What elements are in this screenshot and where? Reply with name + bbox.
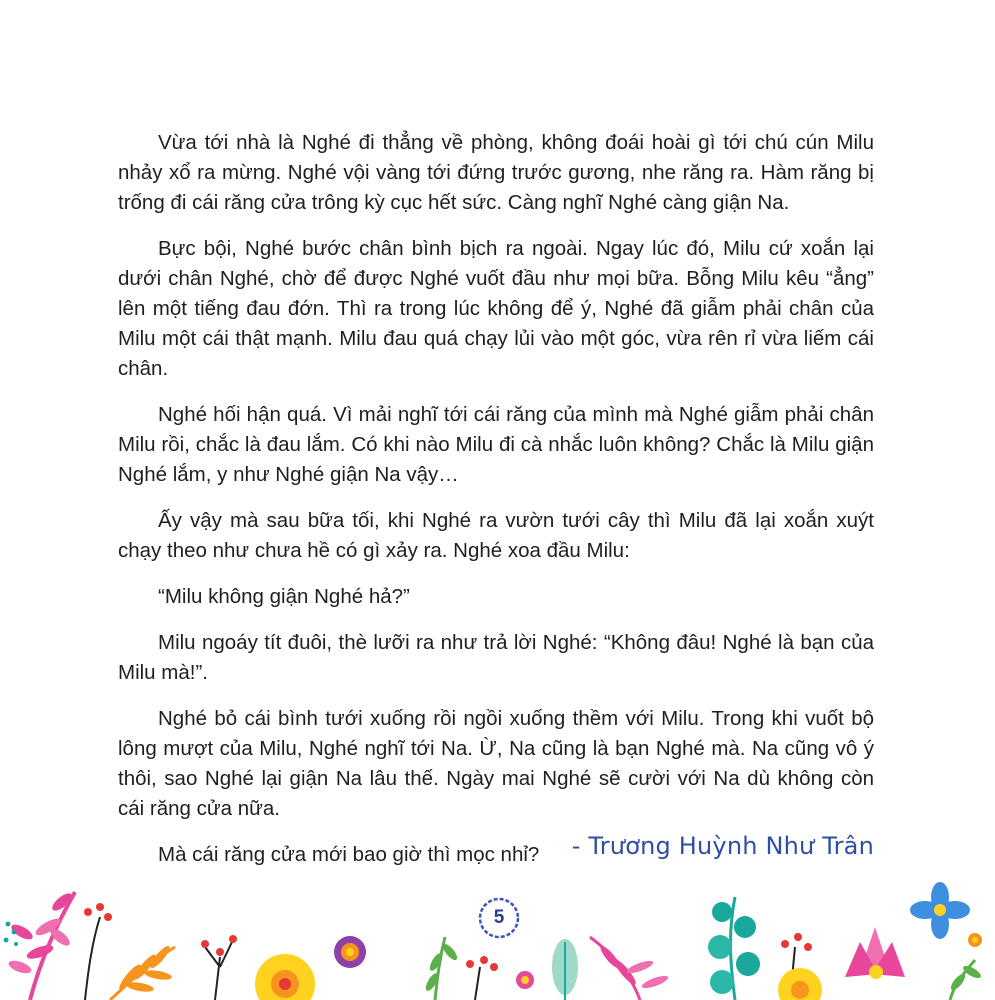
- eucalyptus-icon: [708, 897, 760, 1000]
- author-signature: - Trương Huỳnh Như Trân: [571, 832, 874, 860]
- orange-fern-icon: [110, 944, 175, 1000]
- purple-flower-icon: [334, 936, 366, 968]
- pink-fern-icon: [590, 937, 670, 1000]
- teal-leaf-icon: [552, 939, 578, 1000]
- green-sprig-icon: [424, 937, 460, 1000]
- paragraph-7: Nghé bỏ cái bình tưới xuống rồi ngồi xuống thềm với Milu. Trong khi vuốt bộ lông mượt của Milu, Nghé nghĩ tới Na. Ừ, Na cũng là bạn Nghé mà. Na cũng vô ý thôi, sao Nghé lại giận Na lâu thế. Ngày mai Nghé sẽ cười với Na dù không còn cái răng cửa nữa.: [118, 707, 874, 820]
- page-number: 5: [493, 907, 505, 928]
- blue-flower-icon: [910, 882, 970, 939]
- berry-sprig-icon: [84, 903, 112, 1000]
- paragraph-2: Bực bội, Nghé bước chân bình bịch ra ngoài. Ngay lúc đó, Milu cứ xoắn lại dưới chân Nghé, chờ để được Nghé vuốt đầu như mọi bữa. Bỗng Milu kêu “ẳng” lên một tiếng đau đớn. Thì ra trong lúc không để ý, Nghé đã giẫm phải chân của Milu một cái thật mạnh. Milu đau quá chạy lủi vào một góc, vừa rên rỉ vừa liếm cái chân.: [118, 237, 874, 380]
- paragraph-6: Milu ngoáy tít đuôi, thè lưỡi ra như trả lời Nghé: “Không đâu! Nghé là bạn của Milu mà!”.: [118, 631, 874, 684]
- orange-star-icon: [968, 933, 982, 947]
- paragraph-3: Nghé hối hận quá. Vì mải nghĩ tới cái răng của mình mà Nghé giẫm phải chân Milu rồi, chắc là đau lắm. Có khi nào Milu đi cà nhắc luôn không? Chắc là Milu giận Nghé lắm, y như Nghé giận Na vậy…: [118, 403, 874, 486]
- green-sprig-icon: [949, 960, 983, 1000]
- paragraph-8: Mà cái răng cửa mới bao giờ thì mọc nhỉ?: [158, 843, 540, 866]
- yellow-flower-icon: [778, 968, 822, 1000]
- pink-flower-icon: [516, 971, 534, 989]
- yellow-flower-icon: [255, 954, 315, 1000]
- paragraph-4: Ấy vậy mà sau bữa tối, khi Nghé ra vườn tưới cây thì Milu đã lại xoắn xuýt chạy theo như chưa hề có gì xảy ra. Nghé xoa đầu Milu:: [118, 509, 874, 562]
- paragraph-5: “Milu không giận Nghé hả?”: [158, 585, 410, 608]
- seed-sprig-icon: [201, 935, 237, 1000]
- lotus-flower-icon: [845, 927, 905, 979]
- berry-sprig-icon: [466, 956, 498, 1000]
- paragraph-1: Vừa tới nhà là Nghé đi thẳng về phòng, không đoái hoài gì tới chú cún Milu nhảy xổ ra mừng. Nghé vội vàng tới đứng trước gương, nhe răng ra. Hàm răng bị trống đi cái răng cửa trông kỳ cục hết sức. Càng nghĩ Nghé càng giận Na.: [118, 131, 874, 214]
- story-text: [118, 128, 874, 886]
